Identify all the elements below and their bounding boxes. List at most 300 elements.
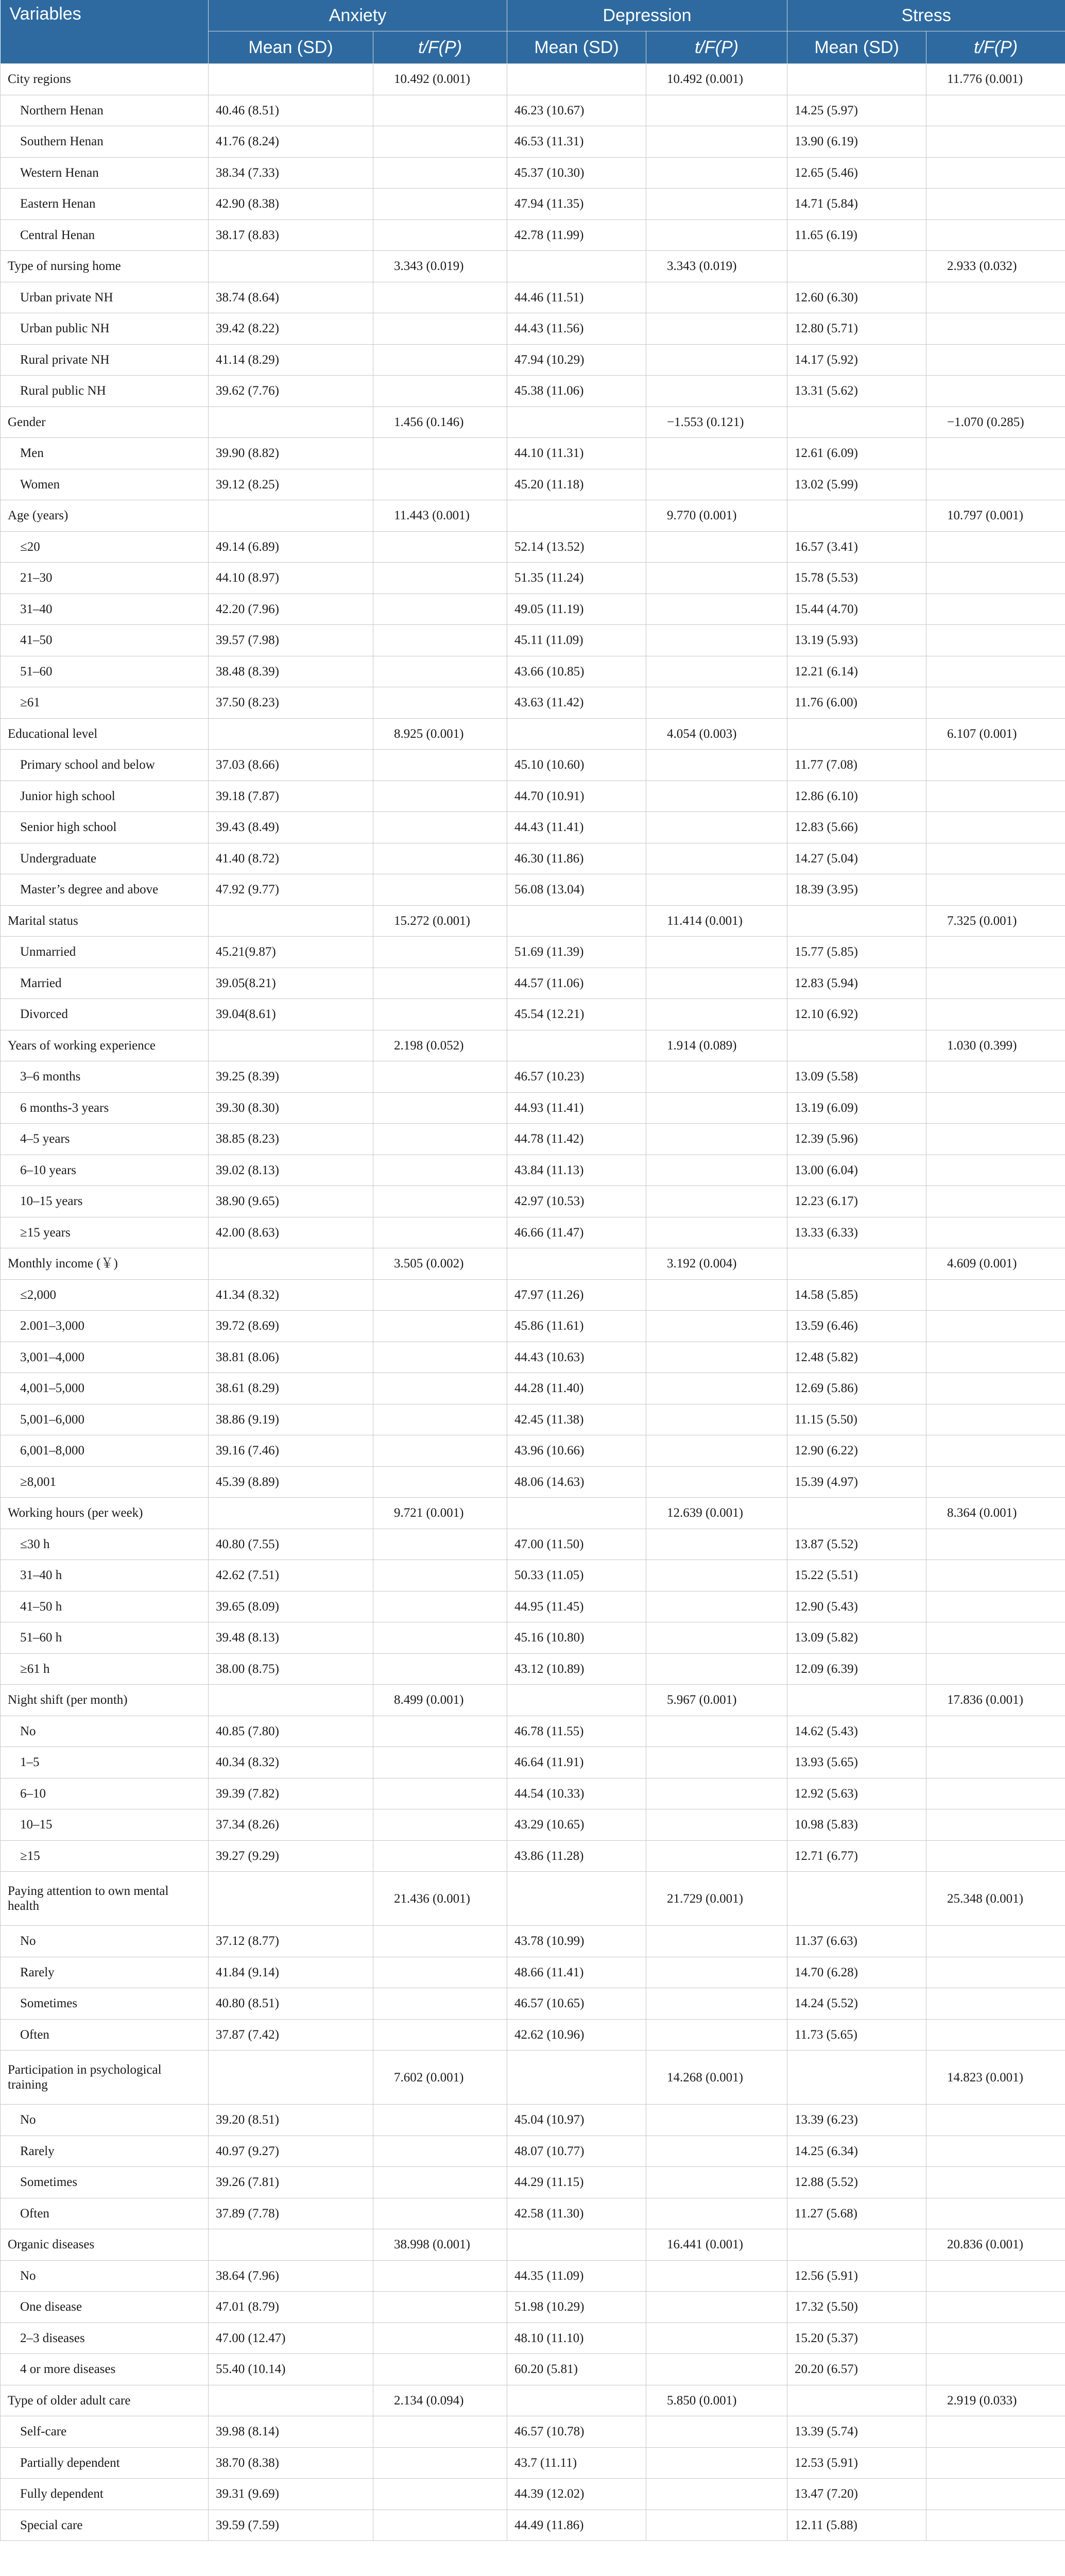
depression-mean: 46.53 (11.31) [507, 126, 646, 158]
row-label: Participation in psychological training [1, 2050, 209, 2105]
anxiety-mean [209, 251, 373, 282]
depression-mean: 46.64 (11.91) [507, 1747, 646, 1778]
stress-tfp [926, 843, 1065, 874]
anxiety-mean: 39.26 (7.81) [209, 2167, 373, 2198]
row-label: Sometimes [1, 1988, 209, 2020]
depression-mean: 43.63 (11.42) [507, 687, 646, 719]
group-row [1, 905, 1065, 937]
anxiety-tfp [373, 2019, 507, 2050]
anxiety-tfp: 7.602 (0.001) [373, 2050, 507, 2105]
table-row [1, 2019, 1065, 2050]
stress-mean: 13.90 (6.19) [787, 126, 926, 158]
depression-tfp [646, 625, 787, 656]
stress-tfp: 1.030 (0.399) [926, 1030, 1065, 1061]
row-label: City regions [1, 64, 209, 95]
stress-mean: 13.33 (6.33) [787, 1217, 926, 1248]
depression-mean: 48.10 (11.10) [507, 2323, 646, 2354]
stress-tfp [926, 594, 1065, 625]
table-row [1, 344, 1065, 376]
depression-mean: 42.97 (10.53) [507, 1186, 646, 1217]
depression-tfp: 14.268 (0.001) [646, 2050, 787, 2105]
depression-tfp [646, 2260, 787, 2292]
stress-mean: 14.25 (6.34) [787, 2136, 926, 2167]
stress-tfp [926, 937, 1065, 968]
table-row [1, 282, 1065, 313]
anxiety-tfp [373, 2292, 507, 2323]
header-stress: Stress [787, 0, 1065, 31]
stress-tfp [926, 95, 1065, 126]
depression-tfp: 3.343 (0.019) [646, 251, 787, 282]
row-label: Urban private NH [1, 282, 209, 313]
table-row [1, 1591, 1065, 1622]
header-variables: Variables [1, 0, 209, 64]
stress-tfp [926, 1840, 1065, 1872]
anxiety-tfp [373, 1957, 507, 1988]
anxiety-tfp [373, 1529, 507, 1560]
depression-mean: 48.06 (14.63) [507, 1466, 646, 1498]
depression-tfp [646, 2019, 787, 2050]
stress-mean: 12.90 (5.43) [787, 1591, 926, 1622]
stress-tfp [926, 282, 1065, 313]
stress-mean: 11.37 (6.63) [787, 1926, 926, 1957]
stress-tfp [926, 1092, 1065, 1124]
anxiety-tfp: 11.443 (0.001) [373, 500, 507, 532]
stress-tfp [926, 1435, 1065, 1467]
depression-tfp [646, 469, 787, 500]
table-header [1, 0, 1065, 64]
stress-tfp [926, 438, 1065, 469]
table-row [1, 1529, 1065, 1560]
table-row [1, 594, 1065, 625]
stress-mean: 13.00 (6.04) [787, 1155, 926, 1186]
depression-tfp [646, 750, 787, 781]
table-row [1, 1988, 1065, 2020]
row-label: Partially dependent [1, 2447, 209, 2479]
row-label: No [1, 1926, 209, 1957]
depression-tfp [646, 968, 787, 999]
depression-tfp [646, 2479, 787, 2510]
anxiety-mean: 39.43 (8.49) [209, 812, 373, 843]
depression-tfp [646, 189, 787, 220]
anxiety-tfp: 2.198 (0.052) [373, 1030, 507, 1061]
row-label: Urban public NH [1, 313, 209, 345]
stress-mean: 13.02 (5.99) [787, 469, 926, 500]
row-label: ≥61 h [1, 1653, 209, 1685]
stress-mean: 12.10 (6.92) [787, 999, 926, 1030]
row-label: Rural public NH [1, 376, 209, 407]
stress-tfp [926, 157, 1065, 189]
row-label: 41–50 h [1, 1591, 209, 1622]
depression-mean: 44.49 (11.86) [507, 2510, 646, 2541]
depression-tfp [646, 656, 787, 687]
anxiety-tfp [373, 656, 507, 687]
stress-tfp [926, 376, 1065, 407]
depression-mean [507, 718, 646, 750]
stress-tfp: 2.919 (0.033) [926, 2385, 1065, 2416]
stress-tfp: 7.325 (0.001) [926, 905, 1065, 937]
table-row [1, 2105, 1065, 2136]
row-label: ≥15 [1, 1840, 209, 1872]
row-label: Senior high school [1, 812, 209, 843]
anxiety-tfp [373, 1311, 507, 1342]
anxiety-mean: 45.21(9.87) [209, 937, 373, 968]
stress-tfp [926, 344, 1065, 376]
depression-tfp [646, 1311, 787, 1342]
row-label: Northern Henan [1, 95, 209, 126]
row-label: 4–5 years [1, 1124, 209, 1155]
stress-tfp [926, 1653, 1065, 1685]
table-row [1, 2136, 1065, 2167]
depression-tfp [646, 531, 787, 563]
stress-mean: 12.53 (5.91) [787, 2447, 926, 2479]
row-label: 6–10 years [1, 1155, 209, 1186]
stress-mean [787, 905, 926, 937]
depression-mean: 44.93 (11.41) [507, 1092, 646, 1124]
stress-tfp [926, 874, 1065, 906]
stress-tfp [926, 1957, 1065, 1988]
stress-mean: 13.19 (5.93) [787, 625, 926, 656]
stress-mean: 16.57 (3.41) [787, 531, 926, 563]
depression-tfp [646, 438, 787, 469]
anxiety-tfp: 8.499 (0.001) [373, 1685, 507, 1716]
row-label: Special care [1, 2510, 209, 2541]
depression-tfp: 5.850 (0.001) [646, 2385, 787, 2416]
depression-tfp [646, 2323, 787, 2354]
table-row [1, 687, 1065, 719]
table-row [1, 2416, 1065, 2448]
header-anxiety-tfp: t/F(P) [373, 31, 507, 64]
depression-tfp [646, 2198, 787, 2229]
stress-mean: 12.60 (6.30) [787, 282, 926, 313]
stress-tfp [926, 126, 1065, 158]
row-label: Marital status [1, 905, 209, 937]
depression-mean: 43.66 (10.85) [507, 656, 646, 687]
table-body [1, 64, 1065, 2541]
anxiety-mean [209, 1248, 373, 1280]
table-row [1, 843, 1065, 874]
depression-tfp: 12.639 (0.001) [646, 1498, 787, 1529]
stress-mean: 17.32 (5.50) [787, 2292, 926, 2323]
anxiety-mean: 39.42 (8.22) [209, 313, 373, 345]
depression-mean: 51.69 (11.39) [507, 937, 646, 968]
depression-mean: 51.35 (11.24) [507, 563, 646, 594]
anxiety-mean: 38.61 (8.29) [209, 1373, 373, 1404]
depression-tfp [646, 1778, 787, 1809]
anxiety-mean: 40.80 (8.51) [209, 1988, 373, 2020]
anxiety-tfp [373, 1373, 507, 1404]
depression-tfp [646, 2416, 787, 2448]
row-label: 10–15 years [1, 1186, 209, 1217]
stress-mean: 13.39 (5.74) [787, 2416, 926, 2448]
stress-mean: 15.77 (5.85) [787, 937, 926, 968]
anxiety-mean: 39.57 (7.98) [209, 625, 373, 656]
depression-mean: 45.10 (10.60) [507, 750, 646, 781]
depression-mean: 47.94 (11.35) [507, 189, 646, 220]
table-row [1, 1155, 1065, 1186]
anxiety-mean: 40.46 (8.51) [209, 95, 373, 126]
depression-mean: 44.43 (11.41) [507, 812, 646, 843]
table-row [1, 2510, 1065, 2541]
table-row [1, 2167, 1065, 2198]
stress-tfp [926, 2136, 1065, 2167]
depression-tfp [646, 1622, 787, 1654]
anxiety-tfp [373, 2198, 507, 2229]
depression-mean: 46.30 (11.86) [507, 843, 646, 874]
anxiety-mean [209, 1872, 373, 1926]
stress-mean [787, 1498, 926, 1529]
depression-mean: 44.29 (11.15) [507, 2167, 646, 2198]
row-label: Working hours (per week) [1, 1498, 209, 1529]
table-row [1, 2447, 1065, 2479]
stress-mean: 13.93 (5.65) [787, 1747, 926, 1778]
depression-mean: 43.12 (10.89) [507, 1653, 646, 1685]
depression-tfp [646, 1926, 787, 1957]
stress-tfp [926, 2447, 1065, 2479]
stress-mean [787, 2050, 926, 2105]
row-label: Men [1, 438, 209, 469]
anxiety-mean: 41.84 (9.14) [209, 1957, 373, 1988]
stress-tfp [926, 1560, 1065, 1591]
table-row [1, 219, 1065, 251]
anxiety-mean: 38.70 (8.38) [209, 2447, 373, 2479]
anxiety-mean [209, 500, 373, 532]
depression-mean: 42.78 (11.99) [507, 219, 646, 251]
stress-tfp [926, 1622, 1065, 1654]
depression-tfp [646, 1957, 787, 1988]
anxiety-tfp [373, 1186, 507, 1217]
depression-mean [507, 1685, 646, 1716]
group-row [1, 64, 1065, 95]
anxiety-tfp [373, 563, 507, 594]
depression-tfp [646, 2136, 787, 2167]
stress-tfp [926, 189, 1065, 220]
table-row [1, 189, 1065, 220]
depression-mean: 44.78 (11.42) [507, 1124, 646, 1155]
depression-tfp [646, 282, 787, 313]
stress-tfp [926, 2323, 1065, 2354]
anxiety-mean: 55.40 (10.14) [209, 2354, 373, 2385]
depression-mean [507, 251, 646, 282]
anxiety-tfp [373, 1716, 507, 1747]
depression-mean [507, 406, 646, 438]
depression-tfp [646, 1124, 787, 1155]
anxiety-tfp [373, 874, 507, 906]
depression-mean: 44.28 (11.40) [507, 1373, 646, 1404]
stress-mean: 20.20 (6.57) [787, 2354, 926, 2385]
anxiety-mean [209, 1030, 373, 1061]
stress-mean [787, 251, 926, 282]
table-row [1, 95, 1065, 126]
row-label: 10–15 [1, 1809, 209, 1841]
row-label: 31–40 [1, 594, 209, 625]
row-label: Often [1, 2198, 209, 2229]
anxiety-tfp [373, 1840, 507, 1872]
depression-mean: 42.62 (10.96) [507, 2019, 646, 2050]
row-label: 3–6 months [1, 1061, 209, 1093]
anxiety-mean: 39.20 (8.51) [209, 2105, 373, 2136]
table-row [1, 1778, 1065, 1809]
stress-tfp [926, 812, 1065, 843]
depression-tfp [646, 1404, 787, 1435]
stress-mean: 13.09 (5.58) [787, 1061, 926, 1093]
row-label: Night shift (per month) [1, 1685, 209, 1716]
anxiety-tfp [373, 625, 507, 656]
group-row [1, 1030, 1065, 1061]
depression-tfp [646, 344, 787, 376]
table-row [1, 812, 1065, 843]
anxiety-mean [209, 718, 373, 750]
row-label: No [1, 2105, 209, 2136]
depression-tfp: 9.770 (0.001) [646, 500, 787, 532]
row-label: 51–60 h [1, 1622, 209, 1654]
stress-tfp [926, 1279, 1065, 1311]
row-label: Gender [1, 406, 209, 438]
anxiety-tfp [373, 1466, 507, 1498]
stress-tfp: 14.823 (0.001) [926, 2050, 1065, 2105]
depression-mean: 44.10 (11.31) [507, 438, 646, 469]
row-label: Self-care [1, 2416, 209, 2448]
stress-mean: 14.71 (5.84) [787, 189, 926, 220]
stress-tfp [926, 563, 1065, 594]
stress-mean: 18.39 (3.95) [787, 874, 926, 906]
stress-tfp [926, 1061, 1065, 1093]
depression-tfp [646, 594, 787, 625]
table-row [1, 126, 1065, 158]
anxiety-tfp: 3.505 (0.002) [373, 1248, 507, 1280]
stress-mean: 14.58 (5.85) [787, 1279, 926, 1311]
depression-tfp [646, 1591, 787, 1622]
stress-mean: 12.92 (5.63) [787, 1778, 926, 1809]
row-label: 1–5 [1, 1747, 209, 1778]
anxiety-tfp [373, 1217, 507, 1248]
depression-tfp [646, 1466, 787, 1498]
anxiety-mean [209, 2050, 373, 2105]
depression-mean: 44.54 (10.33) [507, 1778, 646, 1809]
anxiety-tfp [373, 937, 507, 968]
depression-mean: 44.57 (11.06) [507, 968, 646, 999]
anxiety-tfp [373, 1778, 507, 1809]
table-row [1, 1435, 1065, 1467]
header-stress-tfp: t/F(P) [926, 31, 1065, 64]
anxiety-tfp [373, 2416, 507, 2448]
depression-mean: 51.98 (10.29) [507, 2292, 646, 2323]
row-label: ≤20 [1, 531, 209, 563]
anxiety-mean: 38.85 (8.23) [209, 1124, 373, 1155]
depression-mean: 47.97 (11.26) [507, 1279, 646, 1311]
stress-tfp: −1.070 (0.285) [926, 406, 1065, 438]
row-label: Junior high school [1, 781, 209, 812]
depression-tfp [646, 2292, 787, 2323]
stress-mean: 12.88 (5.52) [787, 2167, 926, 2198]
stress-tfp [926, 968, 1065, 999]
anxiety-mean: 39.65 (8.09) [209, 1591, 373, 1622]
depression-mean: 45.16 (10.80) [507, 1622, 646, 1654]
anxiety-tfp [373, 189, 507, 220]
stress-tfp [926, 1186, 1065, 1217]
stress-mean: 12.39 (5.96) [787, 1124, 926, 1155]
anxiety-mean: 42.90 (8.38) [209, 189, 373, 220]
row-label: ≤2,000 [1, 1279, 209, 1311]
depression-mean: 45.38 (11.06) [507, 376, 646, 407]
stress-mean [787, 718, 926, 750]
stress-mean: 13.09 (5.82) [787, 1622, 926, 1654]
depression-tfp [646, 1186, 787, 1217]
depression-tfp [646, 313, 787, 345]
anxiety-mean: 39.18 (7.87) [209, 781, 373, 812]
anxiety-tfp [373, 750, 507, 781]
stress-mean [787, 1685, 926, 1716]
depression-mean [507, 905, 646, 937]
row-label: Age (years) [1, 500, 209, 532]
stress-mean [787, 1030, 926, 1061]
stress-mean: 14.27 (5.04) [787, 843, 926, 874]
anxiety-tfp [373, 126, 507, 158]
stress-tfp [926, 1529, 1065, 1560]
anxiety-tfp [373, 219, 507, 251]
table-row [1, 438, 1065, 469]
anxiety-tfp [373, 1092, 507, 1124]
anxiety-tfp [373, 843, 507, 874]
anxiety-mean: 39.62 (7.76) [209, 376, 373, 407]
anxiety-mean: 40.80 (7.55) [209, 1529, 373, 1560]
stress-mean: 12.90 (6.22) [787, 1435, 926, 1467]
row-label: Undergraduate [1, 843, 209, 874]
anxiety-mean: 37.50 (8.23) [209, 687, 373, 719]
row-label: Type of older adult care [1, 2385, 209, 2416]
table-row [1, 1622, 1065, 1654]
depression-tfp [646, 126, 787, 158]
stress-mean: 11.15 (5.50) [787, 1404, 926, 1435]
depression-mean: 47.94 (10.29) [507, 344, 646, 376]
anxiety-mean: 39.27 (9.29) [209, 1840, 373, 1872]
anxiety-mean: 47.01 (8.79) [209, 2292, 373, 2323]
table-row [1, 1957, 1065, 1988]
anxiety-mean: 39.25 (8.39) [209, 1061, 373, 1093]
anxiety-tfp [373, 282, 507, 313]
depression-tfp [646, 1716, 787, 1747]
depression-tfp [646, 219, 787, 251]
group-row [1, 251, 1065, 282]
table-row [1, 563, 1065, 594]
table-row [1, 750, 1065, 781]
depression-mean: 43.78 (10.99) [507, 1926, 646, 1957]
depression-mean: 46.66 (11.47) [507, 1217, 646, 1248]
row-label: 4,001–5,000 [1, 1373, 209, 1404]
anxiety-tfp [373, 2479, 507, 2510]
stress-tfp [926, 313, 1065, 345]
anxiety-tfp: 21.436 (0.001) [373, 1872, 507, 1926]
stress-tfp [926, 2105, 1065, 2136]
anxiety-tfp [373, 469, 507, 500]
depression-tfp [646, 95, 787, 126]
anxiety-tfp [373, 594, 507, 625]
row-label: 6–10 [1, 1778, 209, 1809]
depression-mean: 44.43 (10.63) [507, 1342, 646, 1373]
depression-mean: 43.29 (10.65) [507, 1809, 646, 1841]
stress-tfp [926, 2510, 1065, 2541]
depression-tfp [646, 376, 787, 407]
stress-mean: 15.78 (5.53) [787, 563, 926, 594]
stress-tfp [926, 2198, 1065, 2229]
depression-tfp: 1.914 (0.089) [646, 1030, 787, 1061]
stress-mean: 12.23 (6.17) [787, 1186, 926, 1217]
depression-mean: 44.43 (11.56) [507, 313, 646, 345]
depression-mean [507, 2385, 646, 2416]
depression-tfp [646, 157, 787, 189]
stress-tfp [926, 1124, 1065, 1155]
stress-mean: 14.62 (5.43) [787, 1716, 926, 1747]
anxiety-tfp: 9.721 (0.001) [373, 1498, 507, 1529]
